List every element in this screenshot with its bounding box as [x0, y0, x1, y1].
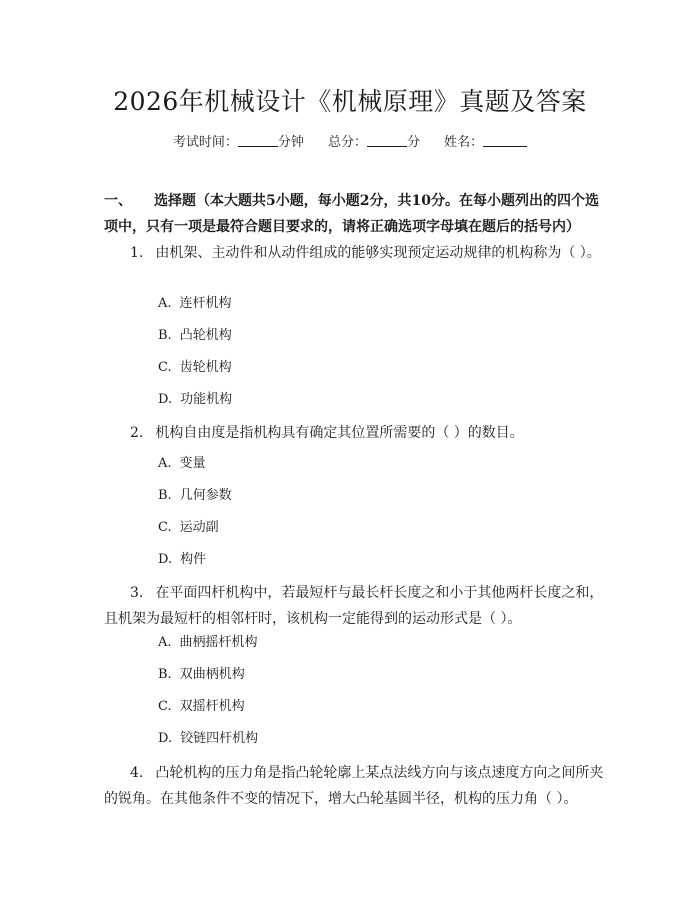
option-text: 功能机构 — [180, 392, 233, 407]
time-blank — [238, 134, 278, 147]
question-4 — [104, 760, 604, 812]
question-1-option-a — [158, 294, 232, 314]
option-letter: B. — [158, 667, 172, 682]
option-text: 变量 — [179, 456, 206, 471]
option-text: 齿轮机构 — [179, 360, 232, 375]
question-text: 机构自由度是指机构具有确定其位置所需要的（ ）的数目。 — [155, 425, 524, 441]
option-text: 双摇杆机构 — [179, 699, 245, 714]
option-text: 曲柄摇杆机构 — [179, 635, 258, 650]
question-number: 4. — [130, 765, 144, 781]
question-2-option-a — [158, 454, 206, 474]
score-unit: 分 — [407, 135, 421, 150]
question-3-option-b — [158, 665, 245, 685]
option-text: 铰链四杆机构 — [180, 731, 259, 746]
score-label: 总分： — [327, 135, 367, 150]
question-2-option-d — [158, 550, 206, 570]
option-text: 连杆机构 — [179, 296, 232, 311]
question-1 — [104, 240, 604, 266]
option-letter: A. — [158, 296, 172, 311]
option-letter: A. — [158, 635, 172, 650]
question-number: 3. — [130, 585, 144, 601]
option-text: 几何参数 — [179, 488, 232, 503]
option-letter: B. — [158, 328, 172, 343]
option-letter: C. — [158, 699, 172, 714]
option-letter: C. — [158, 360, 172, 375]
question-text: 凸轮机构的压力角是指凸轮轮廓上某点法线方向与该点速度方向之间所夹的锐角。在其他条件不变的情况下，增大凸轮基圆半径，机构的压力角（ ）。 — [104, 765, 604, 807]
section-heading — [104, 188, 600, 240]
question-text: 在平面四杆机构中，若最短杆与最长杆长度之和小于其他两杆长度之和，且机架为最短杆的相邻杆时，该机构一定能得到的运动形式是（ ）。 — [104, 585, 604, 627]
question-1-option-b — [158, 326, 232, 346]
option-letter: B. — [158, 488, 172, 503]
question-3-option-d — [158, 729, 258, 749]
question-3-option-a — [158, 633, 258, 653]
page-title: 2026年机械设计《机械原理》真题及答案 — [113, 87, 587, 116]
name-blank — [483, 134, 527, 147]
option-letter: D. — [158, 392, 173, 407]
option-text: 构件 — [180, 552, 207, 567]
option-letter: A. — [158, 456, 172, 471]
section-number: 一、 — [104, 193, 132, 209]
option-text: 凸轮机构 — [179, 328, 232, 343]
question-1-option-c — [158, 358, 232, 378]
time-unit: 分钟 — [277, 135, 304, 150]
exam-name — [444, 135, 527, 150]
name-label: 姓名： — [444, 135, 484, 150]
question-number: 1. — [130, 245, 144, 261]
exam-score — [328, 135, 424, 150]
question-1-option-d — [158, 390, 232, 410]
question-2-option-c — [158, 518, 219, 538]
exam-time — [173, 135, 308, 150]
time-label: 考试时间： — [172, 135, 238, 150]
score-blank — [367, 134, 407, 147]
question-text: 由机架、主动件和从动件组成的能够实现预定运动规律的机构称为（ ）。 — [155, 245, 601, 261]
question-number: 2. — [130, 425, 144, 441]
question-3-option-c — [158, 697, 245, 717]
option-text: 双曲柄机构 — [179, 667, 245, 682]
exam-meta — [0, 131, 700, 150]
option-letter: D. — [158, 552, 173, 567]
option-text: 运动副 — [179, 520, 219, 535]
question-3 — [104, 580, 604, 632]
question-2-option-b — [158, 486, 232, 506]
section-text: 选择题（本大题共5小题，每小题2分，共10分。在每小题列出的四个选项中，只有一项是最符合题目要求的，请将正确选项字母填在题后的括号内） — [104, 193, 599, 235]
option-letter: C. — [158, 520, 172, 535]
question-2 — [104, 420, 604, 446]
option-letter: D. — [158, 731, 173, 746]
